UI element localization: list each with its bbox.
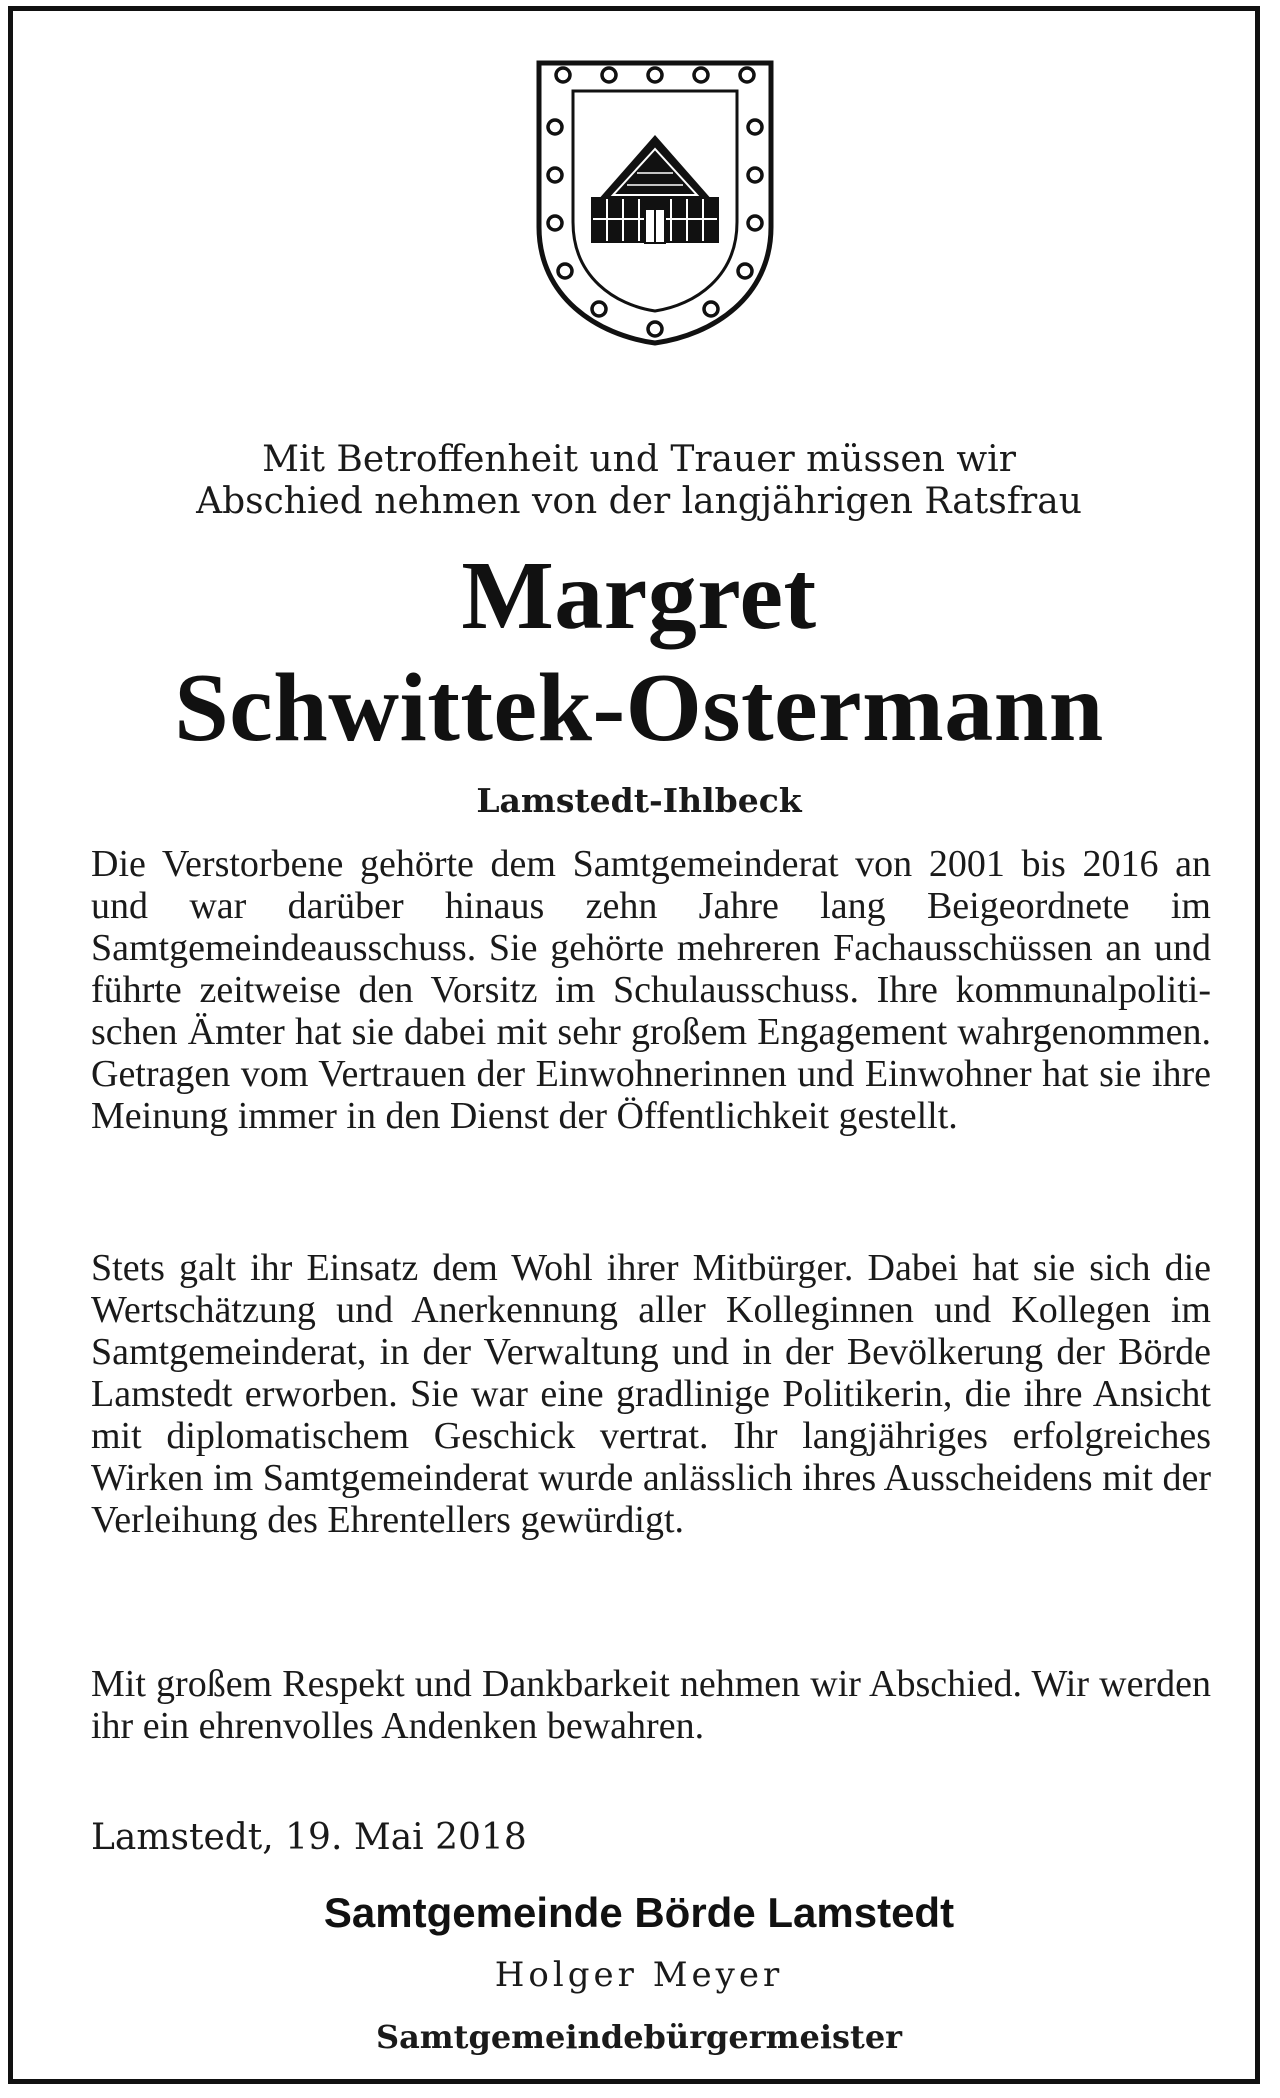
deceased-first-name: Margret <box>461 542 817 650</box>
paragraph-1: Die Verstorbene gehörte dem Samtgemeinderat von 2001 bis 2016 an und war darüber hinaus zehn Jahre lang Beigeordnete im Samtgemeindeausschuss. Sie gehörte mehreren Fachausschüssen an und führte zeitweise den Vorsitz im Schulausschuss. Ihre kommunalpolitischen Ämter hat sie dabei mit sehr großem Engagement wahrgenommen. Getragen vom Vertrauen der Einwohnerinnen und Einwohner hat sie ihre Meinung immer in den Dienst der Öffentlichkeit gestellt. <box>91 843 1211 1137</box>
obituary-notice <box>8 6 1260 2084</box>
paragraph-2: Stets galt ihr Einsatz dem Wohl ihrer Mitbürger. Dabei hat sie sich die Wertschätzung und Anerkennung aller Kolleginnen und Kollegen im Samtgemeinderat, in der Verwaltung und in der Bevölkerung der Börde Lamstedt erworben. Sie war eine gradlinige Politikerin, die ihre Ansicht mit diplomatischem Geschick vertrat. Ihr langjähriges erfolgreiches Wirken im Samtgemeinderat wurde anlässlich ihres Ausscheidens mit der Verleihung des Ehrentellers gewürdigt. <box>91 1247 1211 1541</box>
intro-line-1: Mit Betroffenheit und Trauer müssen wir <box>262 439 1016 480</box>
paragraph-3: Mit großem Respekt und Dankbarkeit nehmen wir Abschied. Wir werden ihr ein ehrenvolles Andenken bewahren. <box>91 1663 1211 1747</box>
coat-of-arms-icon <box>533 57 777 347</box>
signer-name: Holger Meyer <box>494 1955 784 1995</box>
signing-organization: Samtgemeinde Börde Lamstedt <box>323 1889 955 1936</box>
deceased-last-name: Schwittek-Ostermann <box>174 654 1104 762</box>
intro-text <box>13 439 1265 523</box>
dateline: Lamstedt, 19. Mai 2018 <box>91 1817 527 1858</box>
signer-title: Samtgemeindebürgermeister <box>375 2018 903 2056</box>
intro-line-2: Abschied nehmen von der langjährigen Ratsfrau <box>196 481 1082 522</box>
deceased-place: Lamstedt-Ihlbeck <box>476 781 802 820</box>
